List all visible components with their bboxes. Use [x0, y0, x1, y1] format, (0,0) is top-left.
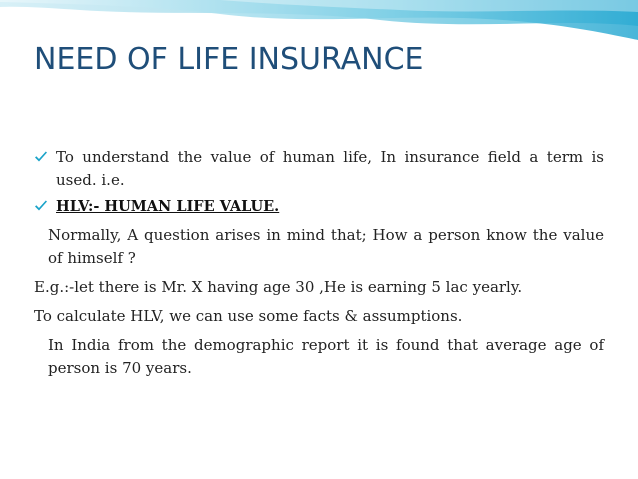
- bullet-text-line: To understand the value of human life, In insurance field a term is: [56, 148, 604, 166]
- paragraph-line: To calculate HLV, we can use some facts & assumptions.: [34, 307, 463, 325]
- slide-content: [34, 146, 604, 386]
- check-mark-icon: [34, 150, 48, 164]
- bullet-item: [34, 195, 604, 218]
- check-mark-icon: [34, 199, 48, 213]
- paragraph: [34, 305, 604, 328]
- paragraph-line: In India from the demographic report it is found that average age of: [48, 336, 604, 354]
- paragraph-line: Normally, A question arises in mind that; How a person know the value: [48, 226, 604, 244]
- paragraph: [34, 224, 604, 270]
- bullet-text-line: used. i.e.: [56, 171, 125, 189]
- slide-title: NEED OF LIFE INSURANCE: [34, 42, 424, 77]
- paragraph-line: E.g.:-let there is Mr. X having age 30 ,He is earning 5 lac yearly.: [34, 278, 523, 296]
- hlv-heading: HLV:- HUMAN LIFE VALUE.: [56, 198, 280, 215]
- paragraph-line: person is 70 years.: [48, 359, 192, 377]
- paragraph-line: of himself ?: [48, 249, 136, 267]
- paragraph: [34, 334, 604, 380]
- paragraph: [34, 276, 604, 299]
- bullet-item: [34, 146, 604, 192]
